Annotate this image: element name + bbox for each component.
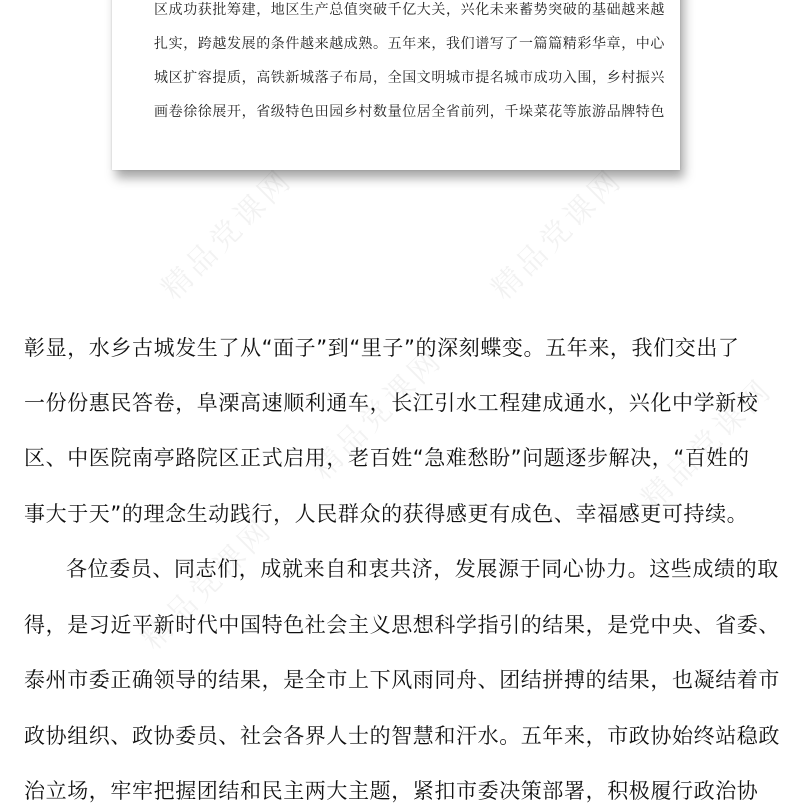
- watermark: 精品党课网: [304, 341, 450, 487]
- card-text-line: 画卷徐徐展开，省级特色田园乡村数量位居全省前列，千垛菜花等旅游品牌特色: [154, 104, 665, 120]
- body-text-line: 政协组织、政协委员、社会各界人士的智慧和汗水。五年来，市政协始终站稳政: [24, 724, 780, 748]
- body-text-line: 治立场，牢牢把握团结和民主两大主题，紧扣市委决策部署，积极履行政治协: [24, 779, 759, 803]
- card-text-line: 城区扩容提质，高铁新城落子布局，全国文明城市提名城市成功入围，乡村振兴: [154, 70, 665, 86]
- card-text-line: 扎实，跨越发展的条件越来越成熟。五年来，我们谱写了一篇篇精彩华章，中心: [154, 36, 665, 52]
- body-text-line: 事大于天”的理念生动践行，人民群众的获得感更有成色、幸福感更可持续。: [24, 502, 749, 526]
- body-text-line: 区、中医院南亭路院区正式启用，老百姓“急难愁盼”问题逐步解决，“百姓的: [24, 446, 750, 470]
- document-preview-card: [112, 0, 680, 170]
- card-text-line: 区成功获批筹建，地区生产总值突破千亿大关，兴化未来蓄势突破的基础越来越: [154, 2, 665, 18]
- watermark: 精品党课网: [484, 161, 630, 307]
- body-text-line: 泰州市委正确领导的结果，是全市上下风雨同舟、团结拼搏的结果，也凝结着市: [24, 668, 780, 692]
- watermark: 精品党课网: [154, 161, 300, 307]
- body-text-line: 一份份惠民答卷，阜溧高速顺利通车，长江引水工程建成通水，兴化中学新校: [24, 391, 759, 415]
- watermark: 精品党课网: [634, 371, 780, 517]
- watermark: 精品党课网: [134, 511, 280, 657]
- body-text-line: 彰显，水乡古城发生了从“面子”到“里子”的深刻蝶变。五年来，我们交出了: [24, 336, 740, 360]
- body-text-line: 得，是习近平新时代中国特色社会主义思想科学指引的结果，是党中央、省委、: [24, 613, 780, 637]
- body-text-line: 各位委员、同志们，成就来自和衷共济，发展源于同心协力。这些成绩的取: [66, 557, 779, 581]
